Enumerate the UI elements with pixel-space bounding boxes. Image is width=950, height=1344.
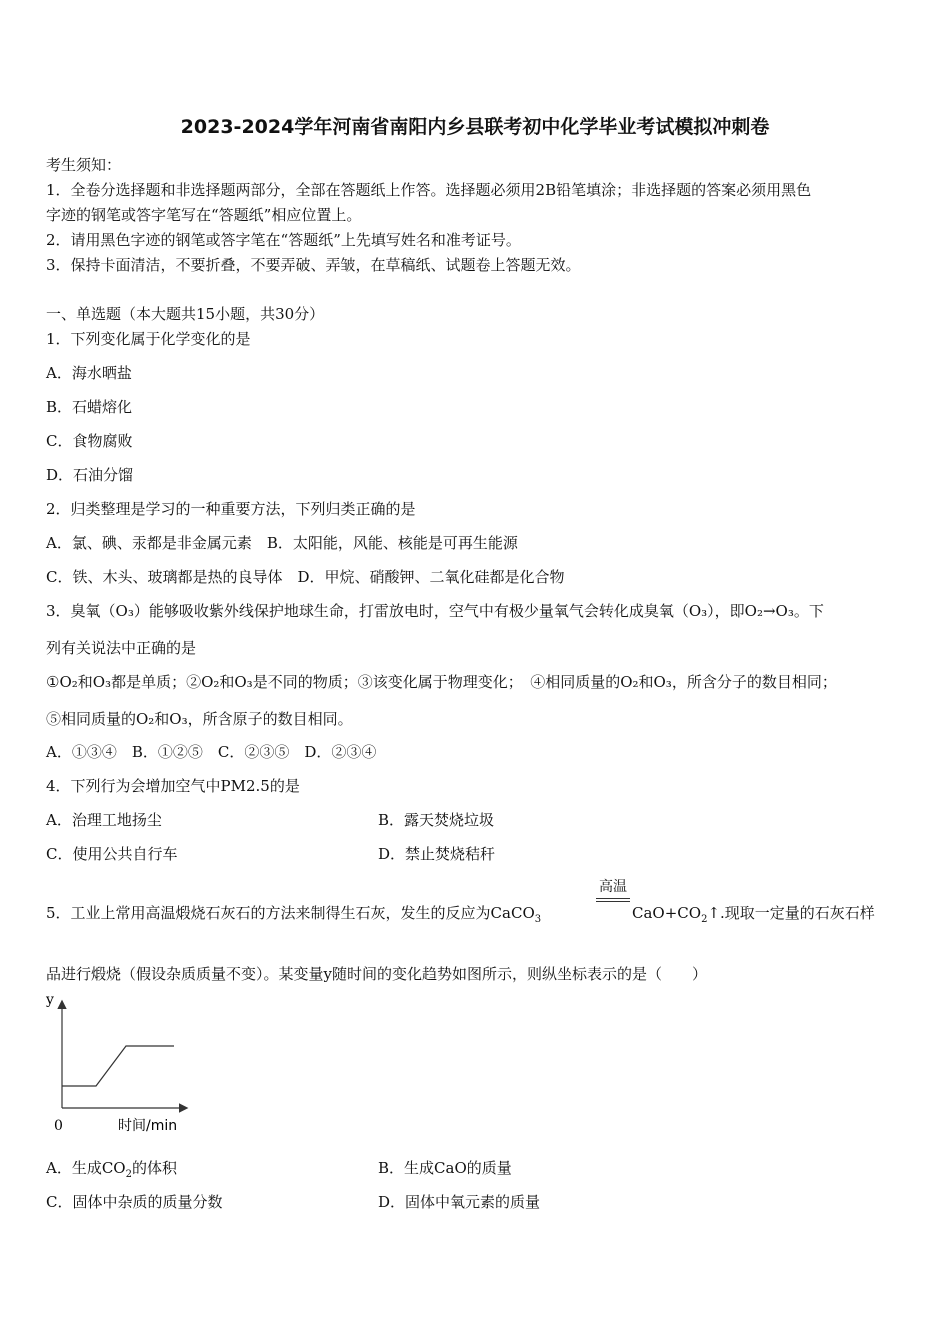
y-time-graph	[40, 988, 200, 1138]
question-3-stem-cont: 列有关说法中正确的是	[46, 639, 197, 657]
question-4-option-a: A．治理工地扬尘	[46, 811, 162, 829]
notice-item: 2．请用黑色字迹的钢笔或答字笔在“答题纸”上先填写姓名和准考证号。	[46, 231, 521, 249]
origin-label: 0	[54, 1118, 63, 1134]
question-2-options-cd: C．铁、木头、玻璃都是热的良导体 D．甲烷、硝酸钾、二氧化硅都是化合物	[46, 568, 565, 586]
reaction-condition: 高温	[596, 876, 630, 902]
question-4-option-d: D．禁止焚烧秸秆	[378, 845, 496, 863]
question-3-statements-cont: ⑤相同质量的O₂和O₃，所含原子的数目相同。	[46, 710, 353, 728]
question-2-options-ab: A．氯、碘、汞都是非金属元素 B．太阳能，风能、核能是可再生能源	[46, 534, 518, 552]
question-3-options: A．①③④ B．①②⑤ C．②③⑤ D．②③④	[46, 743, 377, 761]
notice-heading: 考生须知：	[46, 156, 122, 174]
question-4-stem: 4．下列行为会增加空气中PM2.5的是	[46, 777, 300, 795]
page-title: 2023-2024学年河南省南阳内乡县联考初中化学毕业考试模拟冲刺卷	[180, 116, 770, 138]
question-5-option-d: D．固体中氧元素的质量	[378, 1193, 541, 1211]
x-axis-label: 时间/min	[118, 1118, 178, 1134]
notice-item: 3．保持卡面清洁，不要折叠，不要弄破、弄皱，在草稿纸、试题卷上答题无效。	[46, 256, 581, 274]
section-heading: 一、单选题（本大题共15小题，共30分）	[46, 305, 325, 323]
question-4-option-c: C．使用公共自行车	[46, 845, 178, 863]
question-1-option-d: D．石油分馏	[46, 466, 134, 484]
question-3-statements: ①O₂和O₃都是单质；②O₂和O₃是不同的物质；③该变化属于物理变化； ④相同质量的O₂和O₃，所含分子的数目相同；	[46, 673, 837, 691]
notice-item: 1．全卷分选择题和非选择题两部分，全部在答题纸上作答。选择题必须用2B铅笔填涂；非选择题的答案必须用黑色	[46, 181, 812, 199]
question-5-option-b: B．生成CaO的质量	[378, 1159, 512, 1177]
question-5-stem-products: $CaO+CO_2↑$.现取一定量的石灰石样	[632, 904, 875, 925]
question-2-stem: 2．归类整理是学习的一种重要方法，下列归类正确的是	[46, 500, 416, 518]
notice-item: 字迹的钢笔或答字笔写在“答题纸”相应位置上。	[46, 206, 362, 224]
question-5-option-a: A．生成$CO_2$的体积	[46, 1159, 177, 1180]
question-5-stem: 5．工业上常用高温煅烧石灰石的方法来制得生石灰，发生的反应为CaCO$_3$	[46, 904, 542, 925]
question-5-option-c: C．固体中杂质的质量分数	[46, 1193, 223, 1211]
question-4-option-b: B．露天焚烧垃圾	[378, 811, 495, 829]
question-3-stem: 3．臭氧（O₃）能够吸收紫外线保护地球生命，打雷放电时，空气中有极少量氧气会转化成臭氧（O₃），即O₂→O₃。下	[46, 602, 824, 620]
question-1-option-b: B．石蜡熔化	[46, 398, 133, 416]
question-1-option-a: A．海水晒盐	[46, 364, 132, 382]
question-1-stem: 1．下列变化属于化学变化的是	[46, 330, 251, 348]
y-axis-label: y	[46, 992, 54, 1008]
trend-line	[62, 1046, 174, 1086]
question-5-stem-cont: 品进行煅烧（假设杂质质量不变）。某变量y随时间的变化趋势如图所示，则纵坐标表示的是（ ）	[46, 965, 707, 983]
question-1-option-c: C．食物腐败	[46, 432, 133, 450]
